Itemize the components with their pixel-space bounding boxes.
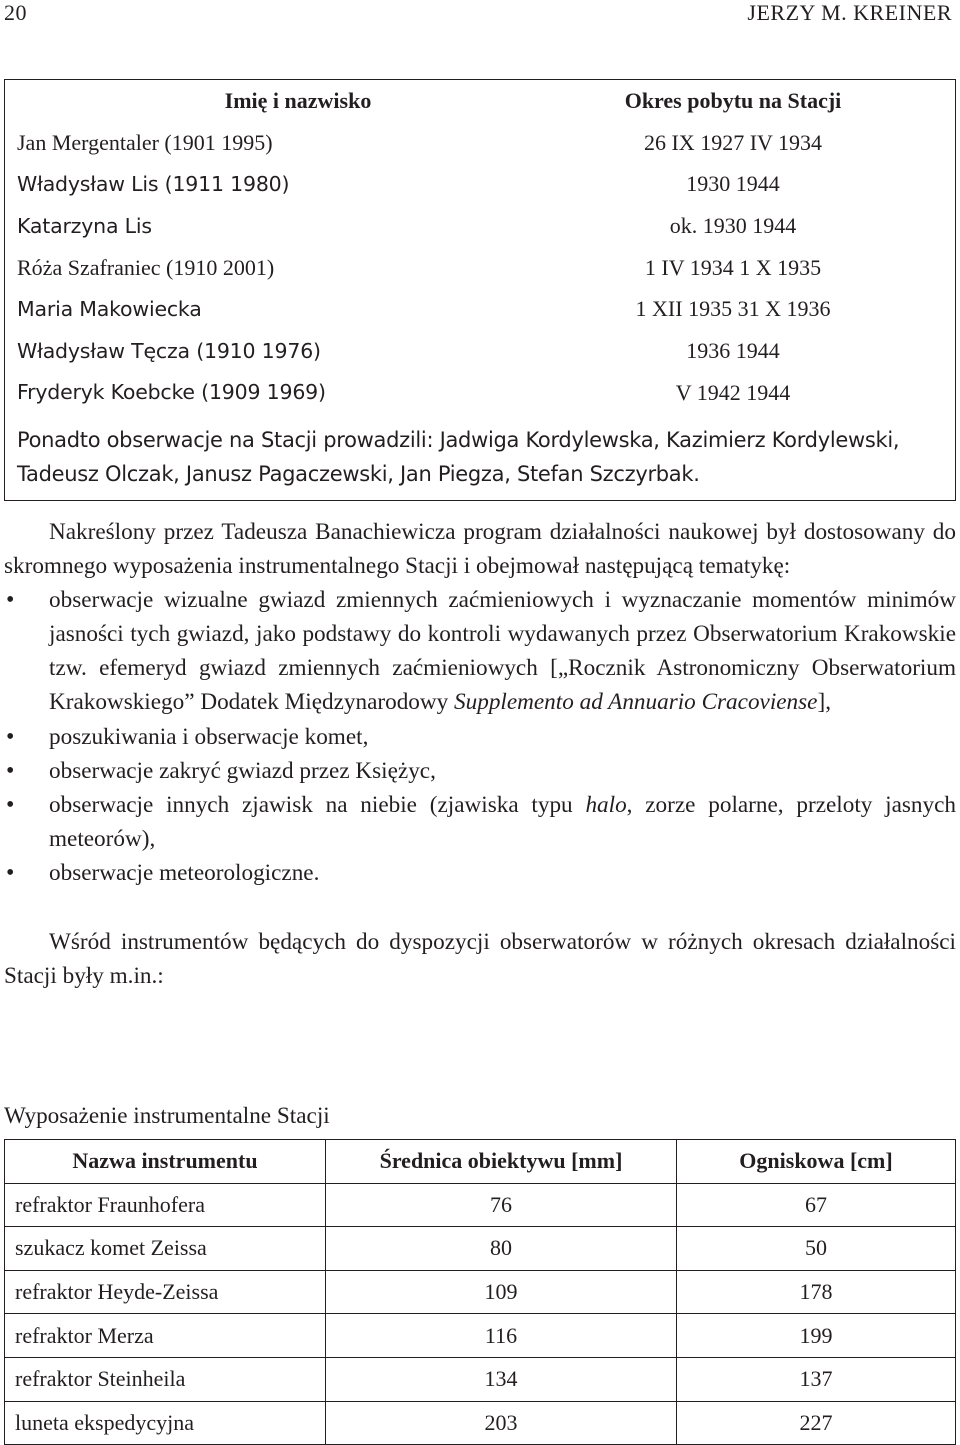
instrument-table	[4, 1139, 956, 1445]
staff-table-header	[5, 80, 956, 122]
halo-term: halo	[585, 791, 627, 818]
staff-period: 1930 1944	[686, 171, 780, 197]
instrument-name: refraktor Steinheila	[5, 1357, 326, 1401]
staff-name: Fryderyk Koebcke (1909 1969)	[17, 380, 326, 405]
instrument-focal: 199	[677, 1314, 956, 1358]
instrument-diameter: 109	[326, 1270, 677, 1314]
intro-paragraph: Nakreślony przez Tadeusza Banachiewicza program działalności naukowej był dostosowany do skromnego wyposażenia instrumentalnego Stacji i obejmował następującą tematykę:	[4, 519, 956, 580]
list-item	[4, 583, 956, 719]
instruments-intro-paragraph: Wśród instrumentów będących do dyspozycji obserwatorów w różnych okresach działalności Stacji były m.in.:	[4, 929, 956, 990]
body-text	[4, 515, 956, 993]
instrument-focal: 50	[677, 1227, 956, 1271]
list-item-text-post: , zorze polarne, przeloty jasnych meteorów),	[49, 791, 956, 852]
list-item: • obserwacje zakryć gwiazd przez Księżyc,	[4, 754, 956, 788]
table-row	[5, 163, 956, 205]
staff-period: V 1942 1944	[675, 379, 791, 405]
list-item	[4, 788, 956, 856]
instrument-name: refraktor Heyde-Zeissa	[5, 1270, 326, 1314]
instrument-name: refraktor Fraunhofera	[5, 1183, 326, 1227]
column-header-focal: Ogniskowa [cm]	[677, 1140, 956, 1184]
staff-period: ok. 1930 1944	[669, 212, 797, 238]
instrument-diameter: 116	[326, 1314, 677, 1358]
staff-period: 26 IX 1927 IV 1934	[643, 129, 823, 155]
instrument-focal: 137	[677, 1357, 956, 1401]
instrument-diameter: 134	[326, 1357, 677, 1401]
list-item-text: obserwacje innych zjawisk na niebie (zjawiska typu	[49, 791, 586, 818]
table-row	[5, 247, 956, 289]
instrument-name: luneta ekspedycyjna	[5, 1401, 326, 1445]
running-head	[0, 0, 960, 30]
table-row	[5, 1227, 956, 1271]
table-row	[5, 372, 956, 414]
table-row	[5, 288, 956, 330]
instrument-name: szukacz komet Zeissa	[5, 1227, 326, 1271]
instrument-table-caption: Wyposażenie instrumentalne Stacji	[4, 1103, 330, 1129]
table-row	[5, 1314, 956, 1358]
instrument-diameter: 80	[326, 1227, 677, 1271]
staff-table-note-row	[5, 414, 956, 501]
staff-name: Róża Szafraniec (1910 2001)	[17, 254, 275, 280]
running-head-author: JERZY M. KREINER	[747, 0, 952, 25]
instrument-diameter: 76	[326, 1183, 677, 1227]
list-item: • obserwacje meteorologiczne.	[4, 856, 956, 890]
column-header-instrument: Nazwa instrumentu	[5, 1140, 326, 1184]
staff-name: Władysław Lis (1911 1980)	[17, 171, 290, 196]
instrument-focal: 67	[677, 1183, 956, 1227]
table-row	[5, 1401, 956, 1445]
instrument-name: refraktor Merza	[5, 1314, 326, 1358]
table-row	[5, 1357, 956, 1401]
instrument-focal: 227	[677, 1401, 956, 1445]
paragraph-gap	[4, 890, 956, 925]
column-header-diameter: Średnica obiektywu [mm]	[326, 1140, 677, 1184]
list-item-text: obserwacje wizualne gwiazd zmiennych zaćmieniowych i wyznaczanie momentów minimów jasności tych gwiazd, jako podstawy do kontroli wydawanych przez Obserwatorium Krakowskie tzw. efemeryd gwiazd zmiennych zaćmieniowych [„Rocznik Astronomiczny Obserwatorium Krakowskiego” Dodatek Międzynarodowy	[49, 587, 956, 716]
column-header-name: Imię i nazwisko	[224, 87, 372, 113]
table-row	[5, 1183, 956, 1227]
staff-name: Władysław Tęcza (1910 1976)	[17, 338, 321, 363]
staff-period: 1 IV 1934 1 X 1935	[644, 254, 822, 280]
list-item: • poszukiwania i obserwacje komet,	[4, 720, 956, 754]
table-row	[5, 122, 956, 164]
table-row	[5, 1270, 956, 1314]
staff-name: Jan Mergentaler (1901 1995)	[17, 129, 273, 155]
staff-period: 1 XII 1935 31 X 1936	[635, 296, 831, 322]
staff-period: 1936 1944	[686, 337, 780, 363]
staff-table-note: Ponadto obserwacje na Stacji prowadzili: Jadwiga Kordylewska, Kazimierz Kordylewski, Tadeusz Olczak, Janusz Pagaczewski, Jan Piegza, Stefan Szczyrbak.	[17, 427, 900, 486]
supplement-title: Supplemento ad Annuario Cracoviense	[454, 689, 818, 716]
staff-name: Maria Makowiecka	[17, 297, 202, 322]
column-header-period: Okres pobytu na Stacji	[624, 87, 842, 113]
staff-table	[4, 79, 956, 501]
instrument-diameter: 203	[326, 1401, 677, 1445]
page-number: 20	[4, 0, 27, 25]
instrument-table-header	[5, 1140, 956, 1184]
list-item-end: ],	[817, 689, 831, 716]
instrument-focal: 178	[677, 1270, 956, 1314]
staff-name: Katarzyna Lis	[17, 213, 152, 238]
topics-list	[4, 583, 956, 890]
table-row	[5, 330, 956, 372]
table-row	[5, 205, 956, 247]
